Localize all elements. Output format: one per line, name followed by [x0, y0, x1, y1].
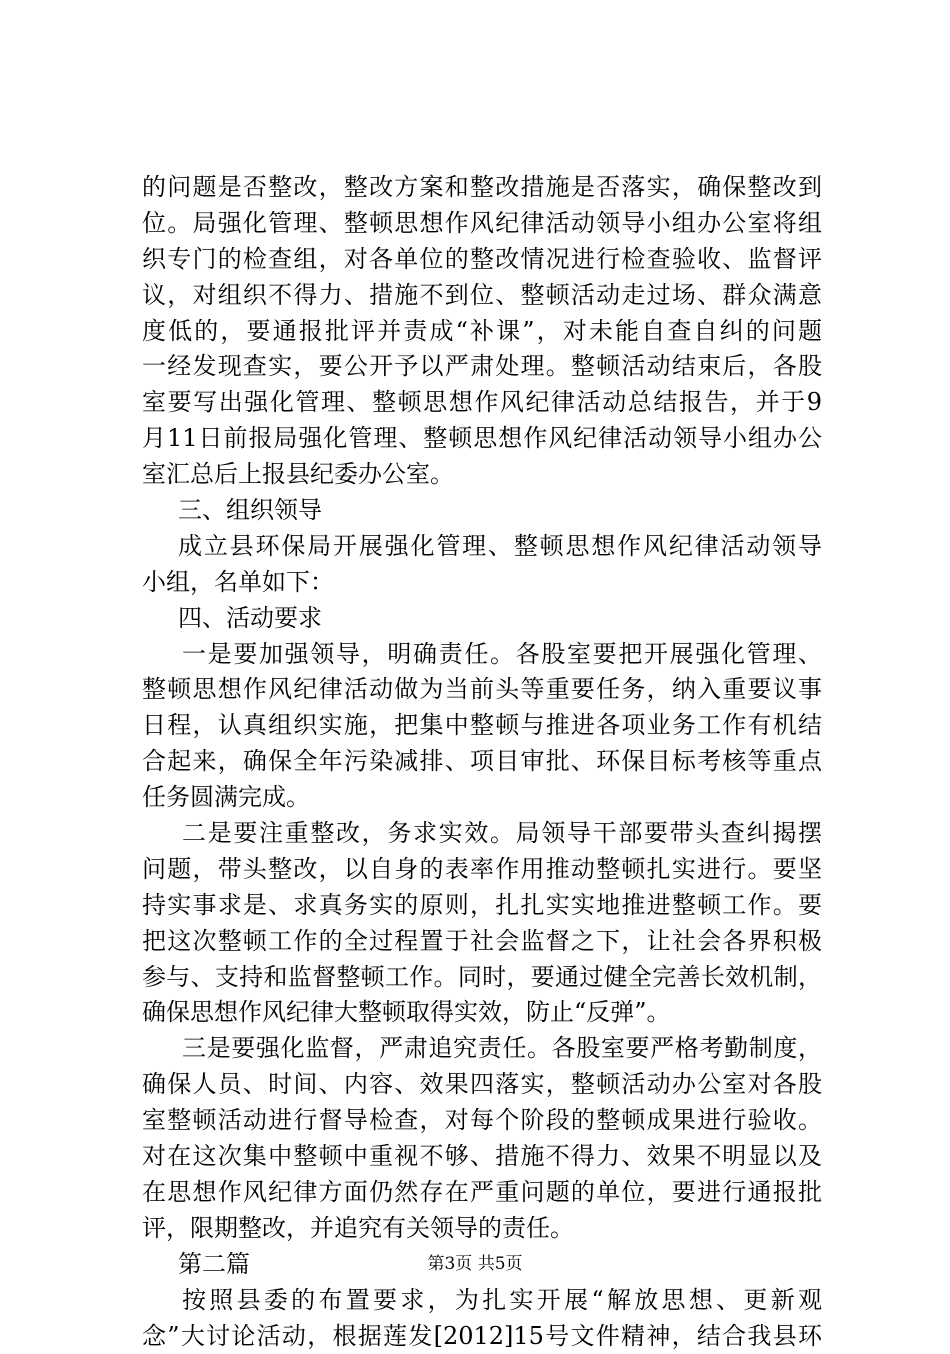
text-line: 确保人员、时间、内容、效果四落实，整顿活动办公室对各股	[142, 1067, 822, 1103]
text-line: 任务圆满完成。	[142, 780, 822, 816]
text-line: 参与、支持和监督整顿工作。同时，要通过健全完善长效机制，	[142, 960, 822, 996]
text-line: 小组，名单如下：	[142, 565, 822, 601]
text-line: 二是要注重整改，务求实效。局领导干部要带头查纠揭摆	[142, 816, 822, 852]
body-text	[142, 170, 822, 1354]
text-line: 评，限期整改，并追究有关领导的责任。	[142, 1211, 822, 1247]
text-line: 三是要强化监督，严肃追究责任。各股室要严格考勤制度，	[142, 1031, 822, 1067]
text-line: 位。局强化管理、整顿思想作风纪律活动领导小组办公室将组	[142, 206, 822, 242]
text-line: 一是要加强领导，明确责任。各股室要把开展强化管理、	[142, 637, 822, 673]
text-line: 织专门的检查组，对各单位的整改情况进行检查验收、监督评	[142, 242, 822, 278]
page-number-footer: 第3页 共5页	[0, 1253, 950, 1275]
text-line: 持实事求是、求真务实的原则，扎扎实实地推进整顿工作。要	[142, 888, 822, 924]
text-line: 问题，带头整改，以自身的表率作用推动整顿扎实进行。要坚	[142, 852, 822, 888]
section-heading: 三、组织领导	[142, 493, 822, 529]
text-line: 的问题是否整改，整改方案和整改措施是否落实，确保整改到	[142, 170, 822, 206]
text-line: 对在这次集中整顿中重视不够、措施不得力、效果不明显以及	[142, 1139, 822, 1175]
text-line: 在思想作风纪律方面仍然存在严重问题的单位，要进行通报批	[142, 1175, 822, 1211]
text-line: 合起来，确保全年污染减排、项目审批、环保目标考核等重点	[142, 744, 822, 780]
text-line: 度低的，要通报批评并责成“补课”，对未能自查自纠的问题	[142, 314, 822, 350]
text-line: 按照县委的布置要求，为扎实开展“解放思想、更新观	[142, 1283, 822, 1319]
text-line: 成立县环保局开展强化管理、整顿思想作风纪律活动领导	[142, 529, 822, 565]
text-line: 整顿思想作风纪律活动做为当前头等重要任务，纳入重要议事	[142, 672, 822, 708]
text-line: 确保思想作风纪律大整顿取得实效，防止“反弹”。	[142, 995, 822, 1031]
text-line: 月11日前报局强化管理、整顿思想作风纪律活动领导小组办公	[142, 421, 822, 457]
text-line: 议，对组织不得力、措施不到位、整顿活动走过场、群众满意	[142, 278, 822, 314]
text-line: 把这次整顿工作的全过程置于社会监督之下，让社会各界积极	[142, 924, 822, 960]
text-line: 一经发现查实，要公开予以严肃处理。整顿活动结束后，各股	[142, 349, 822, 385]
text-line: 室整顿活动进行督导检查，对每个阶段的整顿成果进行验收。	[142, 1103, 822, 1139]
text-line: 室要写出强化管理、整顿思想作风纪律活动总结报告，并于9	[142, 385, 822, 421]
section-heading: 四、活动要求	[142, 601, 822, 637]
text-line: 室汇总后上报县纪委办公室。	[142, 457, 822, 493]
section-heading: 第二篇	[142, 1247, 822, 1283]
text-line: 日程，认真组织实施，把集中整顿与推进各项业务工作有机结	[142, 708, 822, 744]
text-line: 念”大讨论活动，根据莲发[2012]15号文件精神，结合我县环	[142, 1319, 822, 1354]
